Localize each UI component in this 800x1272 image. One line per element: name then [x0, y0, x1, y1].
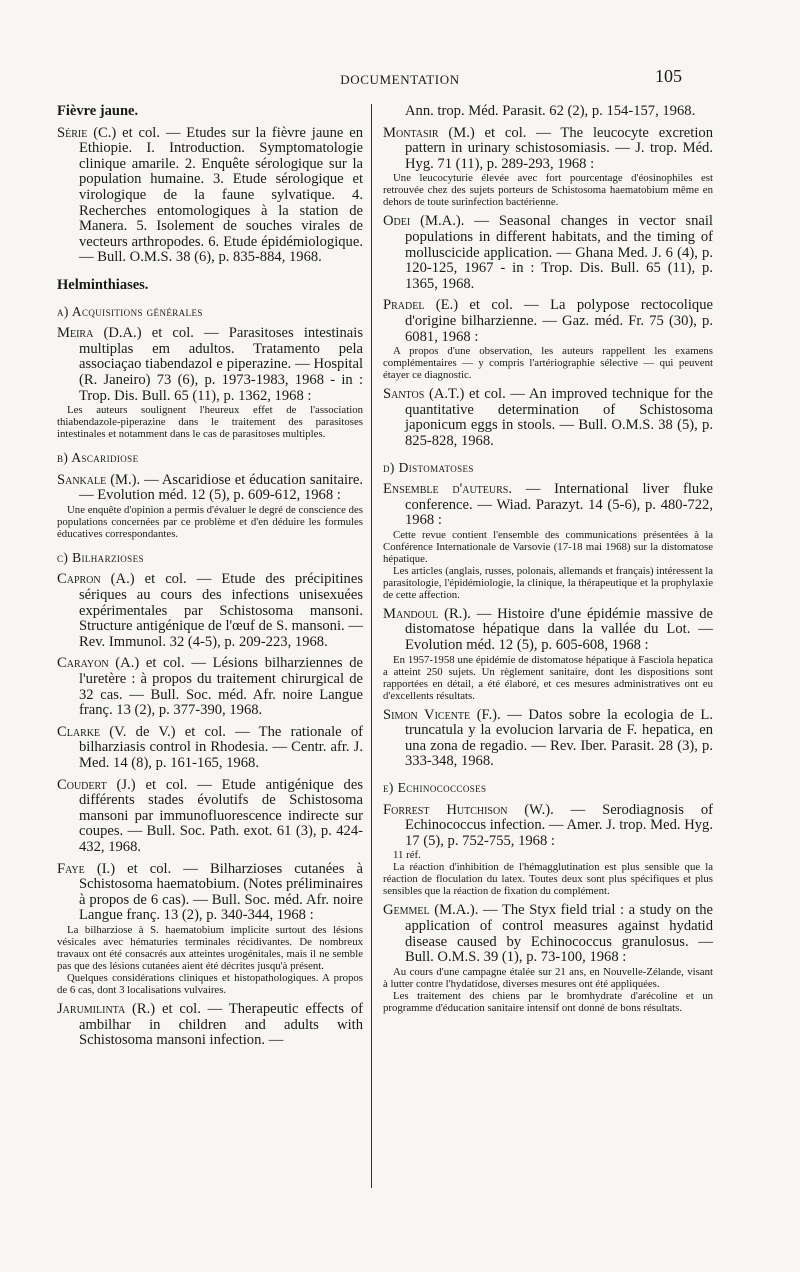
entry-citation: (A.) et col. — Lésions bilharziennes de l'uretère : à propos du traitement chirurgical de 32 cas. — Bull. Soc. méd. Afr. noire Langue franç. 13 (2), p. 377-390, 1968. [79, 655, 363, 719]
entry-author: Pradel [383, 297, 425, 314]
bibliography-entry [383, 607, 713, 702]
entry-citation: (M.) et col. — The leucocyte excretion pattern in urinary schistosomiasis. — J. trop. Méd. Hyg. 71 (11), p. 289-293, 1968 : [405, 124, 713, 172]
left-column [57, 104, 363, 1055]
bibliography-entry [383, 214, 713, 292]
bibliography-entry [57, 1002, 363, 1049]
column-divider [371, 104, 372, 1188]
running-title: DOCUMENTATION [340, 72, 460, 87]
entry-author: Carayon [57, 655, 109, 672]
entry-author: Simon Vicente [383, 706, 471, 723]
entry-abstract: Une enquête d'opinion a permis d'évaluer le degré de conscience des populations concernées par ce problème et d'en déduire les formules éducatives correspondantes. [57, 503, 363, 540]
entry-citation: (W.). — Serodiagnosis of Echinococcus infection. — Amer. J. trop. Med. Hyg. 17 (5), p. 752-755, 1968 : [405, 801, 714, 849]
entry-citation: (M.A.). — Seasonal changes in vector snail populations in different habitats, and the timing of molluscicide application. — Ghana Med. J. 6 (4), p. 120-125, 1967 - in : Trop. Dis. Bull. 65 (11), p. 1365, 1968. [405, 213, 713, 292]
entry-author: Mandoul [383, 605, 439, 622]
entry-citation: (R.). — Histoire d'une épidémie massive de distomatose hépatique dans la vallée du Lot. — Evolution méd. 12 (5), p. 605-608, 1968 : [405, 605, 713, 654]
entry-abstract: Les auteurs soulignent l'heureux effet de l'association thiabendazole-piperazine dans le traitement des parasitoses intestinales et notamment dans le cas de parasitoses multiples. [57, 404, 363, 441]
entry-author: Faye [57, 860, 85, 877]
entry-author: Santos [383, 386, 425, 403]
entry-abstract: La réaction d'inhibition de l'hémagglutination est plus sensible que la réaction de floculation du latex. Toutes deux sont plus spécifiques et plus sensibles que la réaction de fixation du complément. [383, 861, 713, 898]
bibliography-entry [383, 482, 713, 601]
entry-citation: (A.) et col. — Etude des précipitines sériques au cours des infections unisexuées expérimentales par Schistosoma mansoni. Structure antigénique de l'œuf de S. mansoni. — Rev. Immunol. 32 (4-5), p. 209-223, 1968. [79, 571, 363, 650]
section-title: Fièvre jaune. [57, 103, 139, 119]
entry-citation: (M.). — Ascaridiose et éducation sanitaire. — Evolution méd. 12 (5), p. 609-612, 1968 : [79, 471, 363, 504]
page-number: 105 [655, 66, 682, 86]
entry-abstract: 11 réf. [393, 849, 421, 862]
bibliography-entry [383, 903, 713, 1013]
entry-author: Clarke [57, 723, 101, 740]
page-header [0, 66, 800, 90]
entry-abstract: Les articles (anglais, russes, polonais, allemands et français) intéressent la parasitologie, l'épidémiologie, la clinique, la thérapeutique et la prophylaxie de cette affection. [383, 564, 713, 601]
entry-citation: (D.A.) et col. — Parasitoses intestinais multiplas em adultos. Tratamento pela associaçao tiabendazol e piperazine. — Hospital (R. Janeiro) 73 (6), p. 1973-1983, 1968 - in : Trop. Dis. Bull. 65 (11), p. 1362, 1968 : [79, 325, 363, 404]
bibliography-entry [383, 803, 713, 898]
bibliography-entry [57, 778, 363, 856]
subsection-title: d) Distomatoses [383, 459, 474, 475]
entry-citation: . — International liver fluke conference. — Wiad. Parazyt. 14 (5-6), p. 480-722, 1968 : [405, 481, 714, 529]
entry-abstract: Quelques considérations cliniques et histopathologiques. A propos de 6 cas, dont 3 localisations vulvaires. [57, 971, 363, 996]
bibliography-entry [57, 326, 363, 440]
entry-author: Meira [57, 325, 94, 342]
subsection-title: a) Acquisitions générales [57, 303, 203, 319]
entry-author: Montasir [383, 124, 439, 141]
subsection-title: b) Ascaridiose [57, 450, 139, 466]
entry-author: Jarumilinta [57, 1000, 126, 1017]
entry-citation: Ann. trop. Méd. Parasit. 62 (2), p. 154-157, 1968. [405, 103, 696, 119]
entry-citation: (A.T.) et col. — An improved technique for the quantitative determination of Schistosoma japonicum eggs in stools. — Bull. O.M.S. 38 (5), p. 825-828, 1968. [405, 386, 713, 449]
entry-citation: (C.) et col. — Etudes sur la fièvre jaune en Ethiopie. I. Introduction. Symptomatologie clinique amarile. 2. Enquête sérologique sur la population humaine. 3. Etude sérologique et virologique de la faune sylvatique. 4. Recherches entomologiques à la station de Manera. 5. Isolement de souches virales de vecteurs arthropodes. 6. Etude épidémiologique. — Bull. O.M.S. 38 (6), p. 835-884, 1968. [79, 124, 363, 266]
bibliography-entry [57, 572, 363, 650]
entry-author: Forrest Hutchison [383, 801, 508, 818]
entry-citation: (F.). — Datos sobre la ecologia de L. truncatula y la evolucion larvaria de F. hepatica, en una zona de regadio. — Rev. Iber. Parasit. 28 (3), p. 333-348, 1968. [405, 706, 713, 770]
bibliography-entry [383, 104, 713, 120]
entry-citation: (R.) et col. — Therapeutic effects of ambilhar in children and adults with Schistosoma mansoni infection. — [79, 1000, 363, 1049]
bibliography-entry [57, 656, 363, 718]
bibliography-entry [383, 126, 713, 209]
entry-author: Coudert [57, 776, 107, 793]
bibliography-entry [57, 473, 363, 540]
entry-abstract: Au cours d'une campagne étalée sur 21 ans, en Nouvelle-Zélande, visant à lutter contre l'hydatidose, diverses mesures ont été appliquées. [383, 965, 713, 990]
bibliography-entry [57, 126, 363, 266]
bibliography-entry [57, 862, 363, 996]
section-title: Helminthiases. [57, 276, 149, 293]
entry-citation: (J.) et col. — Etude antigénique des différents stades évolutifs de Schistosoma mansoni par immunofluorescence indirecte sur coupes. — Bull. Soc. Path. exot. 61 (3), p. 424-432, 1968. [79, 776, 363, 855]
subsection-title: e) Echinococcoses [383, 780, 487, 796]
entry-author: Capron [57, 571, 101, 588]
bibliography-entry [383, 298, 713, 381]
entry-abstract: A propos d'une observation, les auteurs rappellent les examens complémentaires — y compris l'artériographie sélective — qui peuvent étayer ce diagnostic. [383, 345, 713, 382]
entry-abstract: Cette revue contient l'ensemble des communications présentées à la Conférence Internationale de Varsovie (17-18 mai 1968) sur la distomatose hépatique. [383, 528, 713, 565]
entry-citation: (I.) et col. — Bilharzioses cutanées à Schistosoma haematobium. (Notes préliminaires à propos de 6 cas). — Bull. Soc. méd. Afr. noire Langue franç. 13 (2), p. 340-344, 1968 : [79, 860, 363, 924]
entry-author: Ensemble d'auteurs [383, 481, 509, 498]
entry-abstract: La bilharziose à S. haematobium implicite surtout des lésions vésicales avec hématuries terminales récidivantes. De nombreux travaux ont été consacrés aux atteintes urogénitales, mais il ne semble pas que des lésions cutanées aient été décrites jusqu'à présent. [57, 923, 363, 972]
bibliography-entry [383, 708, 713, 770]
bibliography-entry [383, 387, 713, 449]
entry-author: Sankale [57, 471, 107, 488]
entry-citation: (E.) et col. — La polypose rectocolique d'origine bilharzienne. — Gaz. méd. Fr. 75 (30), p. 6081, 1968 : [405, 297, 713, 345]
entry-author: Série [57, 124, 88, 141]
bibliography-entry [57, 725, 363, 772]
entry-abstract: En 1957-1958 une épidémie de distomatose hépatique à Fasciola hepatica a atteint 250 sujets. Un règlement sanitaire, dont les dispositions sont rapportées en détail, a été élaboré, et ces mesures administratives ont eu d'excellents résultats. [383, 653, 713, 702]
entry-citation: (M.A.). — The Styx field trial : a study on the application of control measures against hydatid disease caused by Echinococcus granulosus. — Bull. O.M.S. 39 (1), p. 73-100, 1968 : [405, 902, 713, 966]
entry-author: Gemmel [383, 902, 430, 919]
entry-abstract: Les traitement des chiens par le bromhydrate d'arécoline et un programme d'éducation sanitaire intensif ont donné de bons résultats. [383, 989, 713, 1014]
subsection-title: c) Bilharzioses [57, 549, 144, 565]
entry-author: Odei [383, 213, 411, 230]
right-column [383, 104, 713, 1020]
entry-citation: (V. de V.) et col. — The rationale of bilharziasis control in Rhodesia. — Centr. afr. J. Med. 14 (8), p. 161-165, 1968. [79, 723, 363, 771]
entry-abstract: Une leucocyturie élevée avec fort pourcentage d'éosinophiles est retrouvée chez des sujets porteurs de Schistosoma haematobium même en dehors de toute surinfection bactérienne. [383, 172, 713, 209]
